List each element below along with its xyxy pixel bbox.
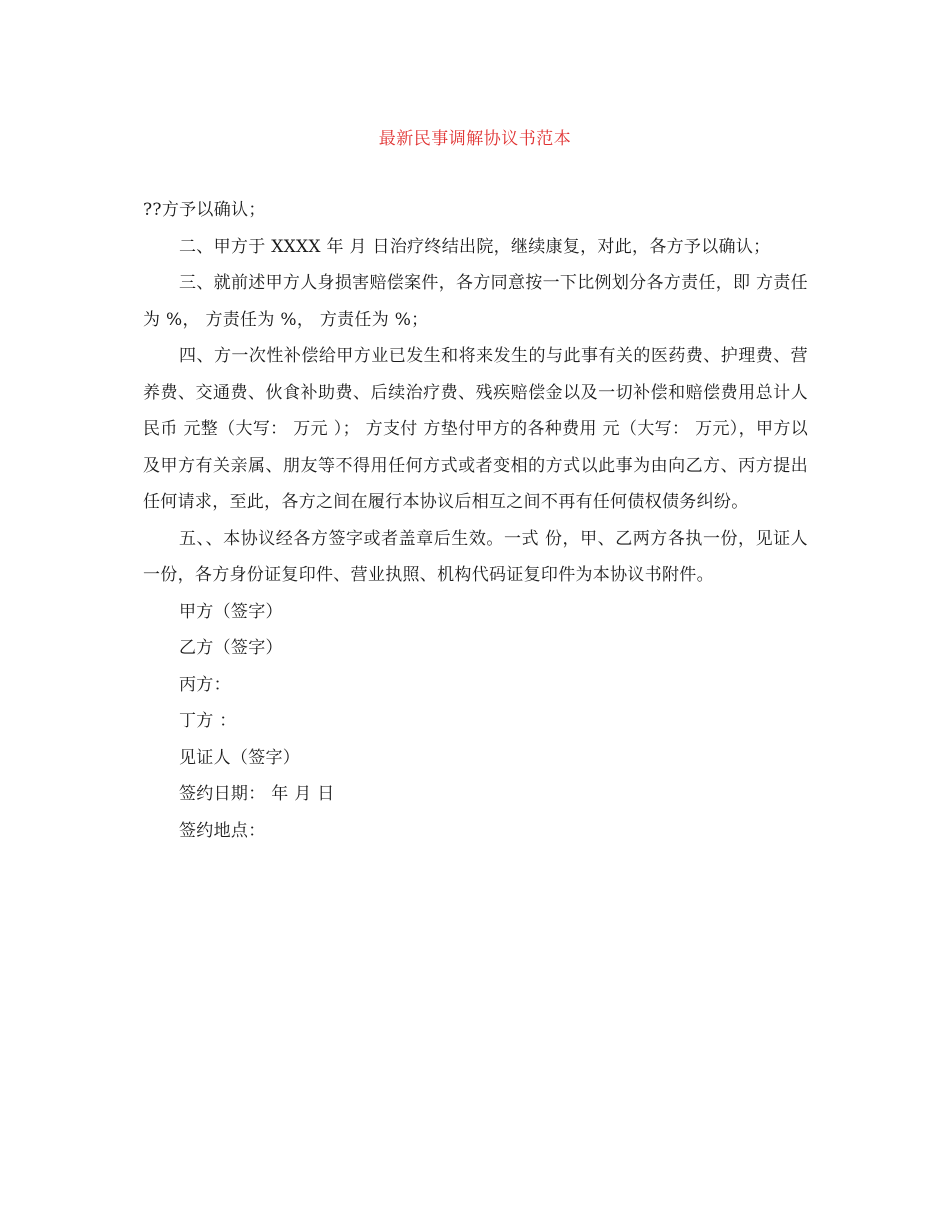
signature-party-d: 丁方 ： bbox=[179, 711, 237, 731]
paragraph-clause-2: 二、甲方于 XXXX 年 月 日治疗终结出院，继续康复，对此，各方予以确认； bbox=[179, 236, 771, 257]
signature-party-b: 乙方（签字） bbox=[179, 638, 283, 658]
document-title: 最新民事调解协议书范本 bbox=[378, 129, 572, 149]
paragraph-clause-5: 五、、本协议经各方签字或者盖章后生效。一式 份，甲、乙两方各执一份，见证人一份，各方身份证复印件、营业执照、机构代码证复印件为本协议书附件。 bbox=[143, 528, 808, 585]
signature-witness: 见证人（签字） bbox=[179, 747, 301, 768]
signature-party-a: 甲方（签字） bbox=[179, 601, 283, 622]
signing-location: 签约地点： bbox=[179, 820, 266, 841]
signature-party-c: 丙方： bbox=[179, 674, 231, 695]
signing-date: 签约日期： 年 月 日 bbox=[179, 784, 335, 804]
document-body bbox=[143, 192, 808, 849]
paragraph-clause-3: 三、就前述甲方人身损害赔偿案件，各方同意按一下比例划分各方责任，即 方责任为 %， 方责任为 %， 方责任为 %； bbox=[143, 273, 808, 330]
paragraph-clause-4: 四、方一次性补偿给甲方业已发生和将来发生的与此事有关的医药费、护理费、营养费、交通费、伙食补助费、后续治疗费、残疾赔偿金以及一切补偿和赔偿费用总计人民币 元整（大写： 万元 ）； 方支付 方垫付甲方的各种费用 元（大写： 万元），甲方以及甲方有关亲属、朋友等不得用任何方式或者变相的方式以此事为由向乙方、丙方提出任何请求，至此，各方之间在履行本协议后相互之间不再有任何债权债务纠纷。 bbox=[143, 346, 808, 512]
paragraph-confirmation: ??方予以确认； bbox=[143, 200, 266, 220]
